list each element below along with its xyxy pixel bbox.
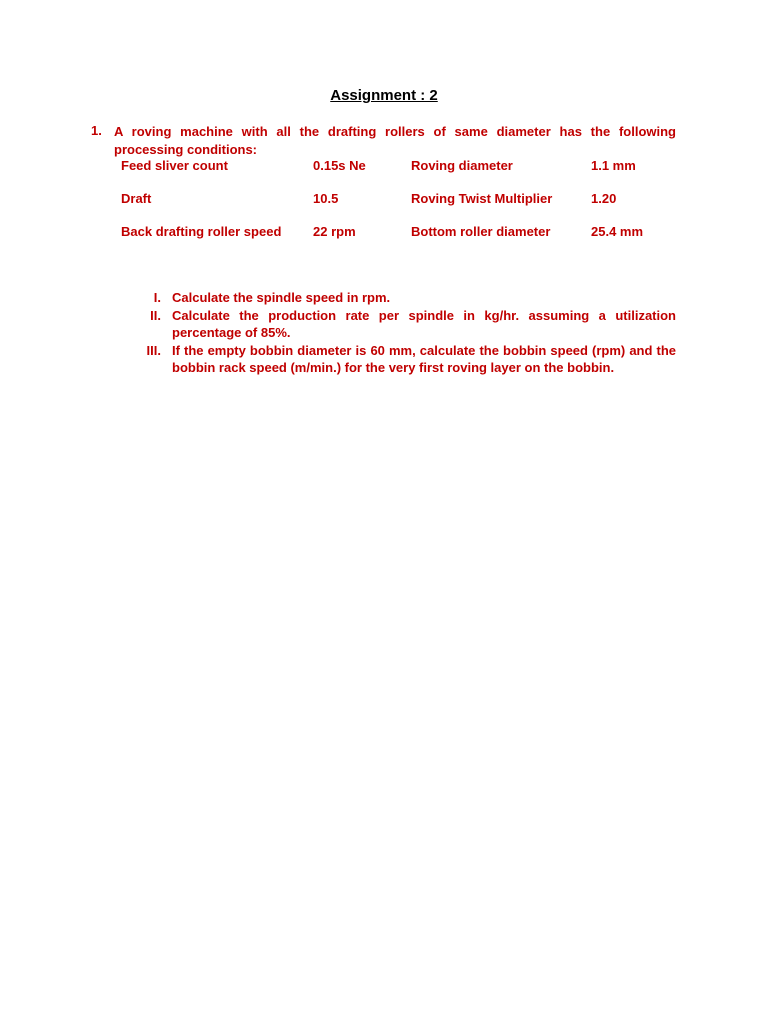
param-value-draft: 10.5 (313, 191, 339, 206)
param-value-back-drafting-roller-speed: 22 rpm (313, 224, 356, 239)
subquestion-text: If the empty bobbin diameter is 60 mm, calculate the bobbin speed (rpm) and the bobbin rack speed (m/min.) for the very first roving layer on the bobbin. (172, 342, 676, 375)
question-text: A roving machine with all the drafting rollers of same diameter has the following processing conditions: (114, 124, 676, 157)
param-label-draft: Draft (121, 191, 152, 206)
subquestion-text: Calculate the production rate per spindle in kg/hr. assuming a utilization percentage of 85%. (172, 307, 676, 340)
title-text: Assignment : 2 (330, 87, 438, 104)
param-value-bottom-roller-diameter: 25.4 mm (591, 224, 644, 239)
param-label-roving-diameter: Roving diameter (411, 158, 513, 173)
param-label-bottom-roller-diameter: Bottom roller diameter (411, 224, 551, 239)
param-value-feed-sliver-count: 0.15s Ne (313, 158, 366, 173)
param-label-roving-twist-multiplier: Roving Twist Multiplier (411, 191, 553, 206)
subquestion-number: II. (150, 307, 161, 323)
subquestion-item (153, 289, 676, 307)
subquestion-text: Calculate the spindle speed in rpm. (172, 290, 391, 305)
subquestion-list (146, 289, 676, 377)
subquestion-number: I. (153, 290, 161, 305)
param-label-back-drafting-roller-speed: Back drafting roller speed (121, 224, 282, 239)
subquestion-item (146, 342, 676, 377)
param-value-roving-twist-multiplier: 1.20 (591, 191, 617, 206)
subquestion-item (150, 307, 676, 342)
page-title (0, 87, 768, 104)
param-label-feed-sliver-count: Feed sliver count (121, 158, 228, 173)
subquestion-number: III. (146, 342, 161, 358)
question-number: 1. (91, 123, 102, 138)
param-value-roving-diameter: 1.1 mm (591, 158, 636, 173)
